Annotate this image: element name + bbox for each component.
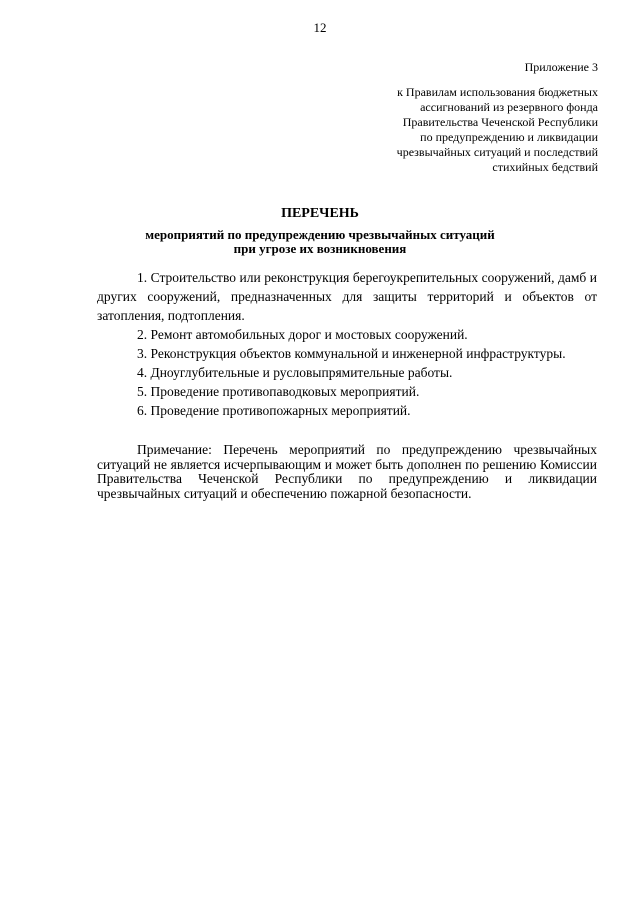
document-subtitle-line: при угрозе их возникновения [233,241,407,256]
document-subtitle [100,228,540,256]
list-item: 4. Дноуглубительные и русловыпрямительные работы. [137,365,453,380]
document-subtitle-line: мероприятий по предупреждению чрезвычайных ситуаций [145,227,495,242]
list-item: 2. Ремонт автомобильных дорог и мостовых сооружений. [137,327,468,342]
measures-list [97,268,597,420]
annex-line: ассигнований из резервного фонда [420,100,598,114]
document-heading [0,206,640,256]
annex-line: чрезвычайных ситуаций и последствий [396,145,598,159]
annex-line: стихийных бедствий [492,160,598,174]
list-item: 5. Проведение противопаводковых мероприятий. [137,384,420,399]
list-item: 1. Строительство или реконструкция берегоукрепительных сооружений, дамб и других сооружений, предназначенных для защиты территорий и объектов от затопления, подтопления. [97,270,597,323]
list-item: 3. Реконструкция объектов коммунальной и инженерной инфраструктуры. [137,346,566,361]
annex-title: Приложение 3 [524,60,598,74]
annex-block [338,60,598,175]
note-paragraph: Примечание: Перечень мероприятий по предупреждению чрезвычайных ситуаций не является исчерпывающим и может быть дополнен по решению Комиссии Правительства Чеченской Республики по предупреждению и ликвидации чрезвычайных ситуаций и обеспечению пожарной безопасности. [97,442,597,501]
annex-line: к Правилам использования бюджетных [397,85,598,99]
page-number: 12 [313,20,327,35]
list-item: 6. Проведение противопожарных мероприятий. [137,403,411,418]
annex-line: по предупреждению и ликвидации [420,130,598,144]
document-title: ПЕРЕЧЕНЬ [281,206,359,221]
annex-line: Правительства Чеченской Республики [402,115,598,129]
